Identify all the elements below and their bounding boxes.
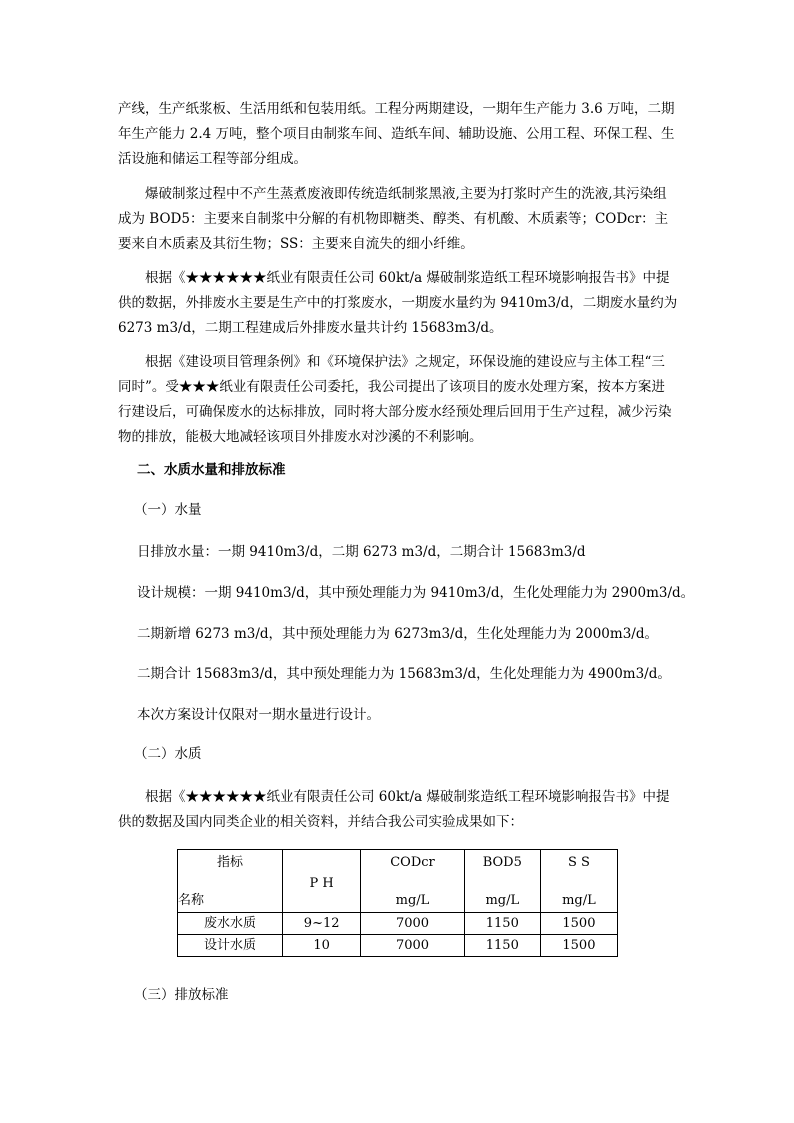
- phase2-total-line: 二期合计 15683m3/d，其中预处理能力为 15683m3/d，生化处理能力为 4900m3/d。: [137, 666, 671, 682]
- header-cell-cod: [361, 850, 465, 913]
- paragraph-pollutant-composition: 爆破制浆过程中不产生蒸煮废液即传统造纸制浆黑液,主要为打浆时产生的洗液,其污染组成为 BOD5：主要来自制浆中分解的有机物即糖类、醇类、有机酸、木质素等；CODcr：主要来自木质素及其衍生物；SS：主要来自流失的细小纤维。: [118, 186, 669, 252]
- header-ph-label: P H: [309, 876, 334, 891]
- header-cell-ph: [283, 850, 361, 913]
- header-cell-ss: [540, 850, 617, 913]
- cell-ph: 9~12: [283, 913, 361, 935]
- water-quality-table: [177, 849, 618, 957]
- cell-cod: 7000: [361, 913, 465, 935]
- cell-ss: 1500: [540, 935, 617, 957]
- section-heading: 二、水质水量和排放标准: [137, 462, 286, 478]
- paragraph-quality-source: 根据《★★★★★★纸业有限责任公司 60kt/a 爆破制浆造纸工程环境影响报告书》中提供的数据及国内同类企业的相关资料，并结合我公司实验成果如下：: [118, 789, 670, 830]
- cell-ph: 10: [283, 935, 361, 957]
- header-indicator-label: 指标: [217, 855, 244, 870]
- header-name-label: 名称: [178, 893, 205, 908]
- header-ss-unit: mg/L: [562, 893, 596, 908]
- design-scope-line: 本次方案设计仅限对一期水量进行设计。: [137, 707, 380, 723]
- subsection-discharge-standard: （三）排放标准: [134, 987, 229, 1003]
- daily-discharge-line: 日排放水量：一期 9410m3/d，二期 6273 m3/d，二期合计 15683m3/d: [137, 544, 586, 560]
- header-cod-unit: mg/L: [395, 893, 430, 908]
- header-cell-indicator-name: [178, 850, 283, 913]
- header-cell-bod: [464, 850, 540, 913]
- header-cod-label: CODcr: [390, 855, 435, 870]
- table-row: [178, 913, 618, 935]
- phase2-added-line: 二期新增 6273 m3/d，其中预处理能力为 6273m3/d，生化处理能力为 2000m3/d。: [137, 626, 658, 642]
- cell-ss: 1500: [540, 913, 617, 935]
- paragraph-regulations: 根据《建设项目管理条例》和《环境保护法》之规定，环保设施的建设应与主体工程“三同时”。受★★★纸业有限责任公司委托，我公司提出了该项目的废水处理方案，按本方案进行建设后，可确保废水的达标排放，同时将大部分废水经预处理后回用于生产过程，减少污染物的排放，能极大地减轻该项目外排废水对沙溪的不利影响。: [118, 354, 672, 445]
- cell-cod: 7000: [361, 935, 465, 957]
- cell-bod: 1150: [464, 935, 540, 957]
- subsection-water-quality: （二）水质: [134, 746, 202, 762]
- header-ss-label: S S: [567, 855, 590, 870]
- table-row: [178, 935, 618, 957]
- cell-name: 废水水质: [178, 913, 283, 935]
- paragraph-wastewater-data: 根据《★★★★★★纸业有限责任公司 60kt/a 爆破制浆造纸工程环境影响报告书》中提供的数据，外排废水主要是生产中的打浆废水，一期废水量约为 9410m3/d，二期废水量约为 6273 m3/d，二期工程建成后外排废水量共计约 15683m3/d。: [118, 270, 678, 336]
- header-bod-unit: mg/L: [485, 893, 520, 908]
- design-scale-line: 设计规模：一期 9410m3/d，其中预处理能力为 9410m3/d，生化处理能力为 2900m3/d。: [137, 585, 695, 601]
- table-header-row: [178, 850, 618, 913]
- cell-name: 设计水质: [178, 935, 283, 957]
- cell-bod: 1150: [464, 913, 540, 935]
- header-bod-label: BOD5: [482, 855, 522, 870]
- paragraph-project-overview: 产线，生产纸浆板、生活用纸和包装用纸。工程分两期建设，一期年生产能力 3.6 万吨，二期年生产能力 2.4 万吨，整个项目由制浆车间、造纸车间、辅助设施、公用工程、环保工程、生活设施和储运工程等部分组成。: [118, 101, 675, 167]
- subsection-water-volume: （一）水量: [134, 502, 202, 518]
